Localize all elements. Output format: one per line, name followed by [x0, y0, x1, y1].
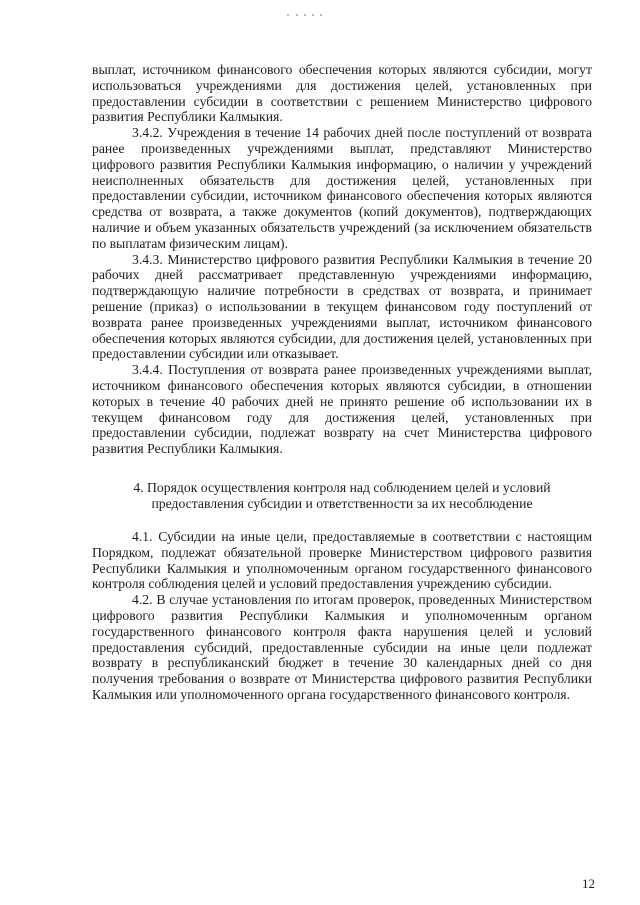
paragraph-3-4-2: 3.4.2. Учреждения в течение 14 рабочих дней после поступлений от возврата ранее произведенных учреждениями выплат, представляют Министерство цифрового развития Республики Калмыкия информацию, о наличии у учреждений неисполненных обязательств для достижения целей, установленных при предоставлении субсидии, источником финансового обеспечения которых являются средства от возврата, а также документов (копий документов), подтверждающих наличие и объем указанных обязательств учреждений (за исключением обязательств по выплатам физическим лицам).: [92, 125, 592, 251]
paragraph-continuation: выплат, источником финансового обеспечения которых являются субсидии, могут использоваться учреждениями для достижения целей, установленных при предоставлении субсидии в соответствии с решением Министерство цифрового развития Республики Калмыкия.: [92, 62, 592, 125]
scan-artifact: [287, 14, 327, 18]
page-number: 12: [582, 876, 595, 891]
section-4-heading: [92, 480, 592, 513]
document-body: [92, 62, 592, 703]
paragraph-4-1: 4.1. Субсидии на иные цели, предоставляемые в соответствии с настоящим Порядком, подлежат обязательной проверке Министерством цифрового развития Республики Калмыкия и уполномоченным органом государственного финансового контроля соблюдения целей и условий предоставления учреждению субсидии.: [92, 528, 592, 592]
section-title-line-1: 4. Порядок осуществления контроля над соблюдением целей и условий: [133, 479, 551, 495]
paragraph-4-2: 4.2. В случае установления по итогам проверок, проведенных Министерством цифрового развития Республики Калмыкия и уполномоченным органом государственного финансового контроля факта нарушения целей и условий предоставления субсидий, предоставленные субсидии на иные цели подлежат возврату в республиканский бюджет в течение 30 календарных дней со дня получения требования о возврате от Министерства цифрового развития Республики Калмыкия или уполномоченного органа государственного финансового контроля.: [92, 592, 592, 702]
section-title-line-2: предоставления субсидии и ответственности за их несоблюдение: [151, 496, 533, 512]
paragraph-3-4-3: 3.4.3. Министерство цифрового развития Республики Калмыкия в течение 20 рабочих дней рассматривает представленную учреждениями информацию, подтверждающую наличие потребности в средствах от возврата, и принимает решение (приказ) о использовании в текущем финансовом году поступлений от возврата ранее произведенных учреждениями выплат, источником финансового обеспечения которых являются субсидии, для достижения целей, установленных при предоставлении субсидии или отказывает.: [92, 251, 592, 362]
paragraph-3-4-4: 3.4.4. Поступления от возврата ранее произведенных учреждениями выплат, источником финансового обеспечения которых являются субсидии, в отношении которых в течение 40 рабочих дней не принято решение об использовании их в текущем финансовом году для достижения целей, установленных при предоставлении субсидии, подлежат возврату на счет Министерства цифрового развития Республики Калмыкия.: [92, 362, 592, 457]
